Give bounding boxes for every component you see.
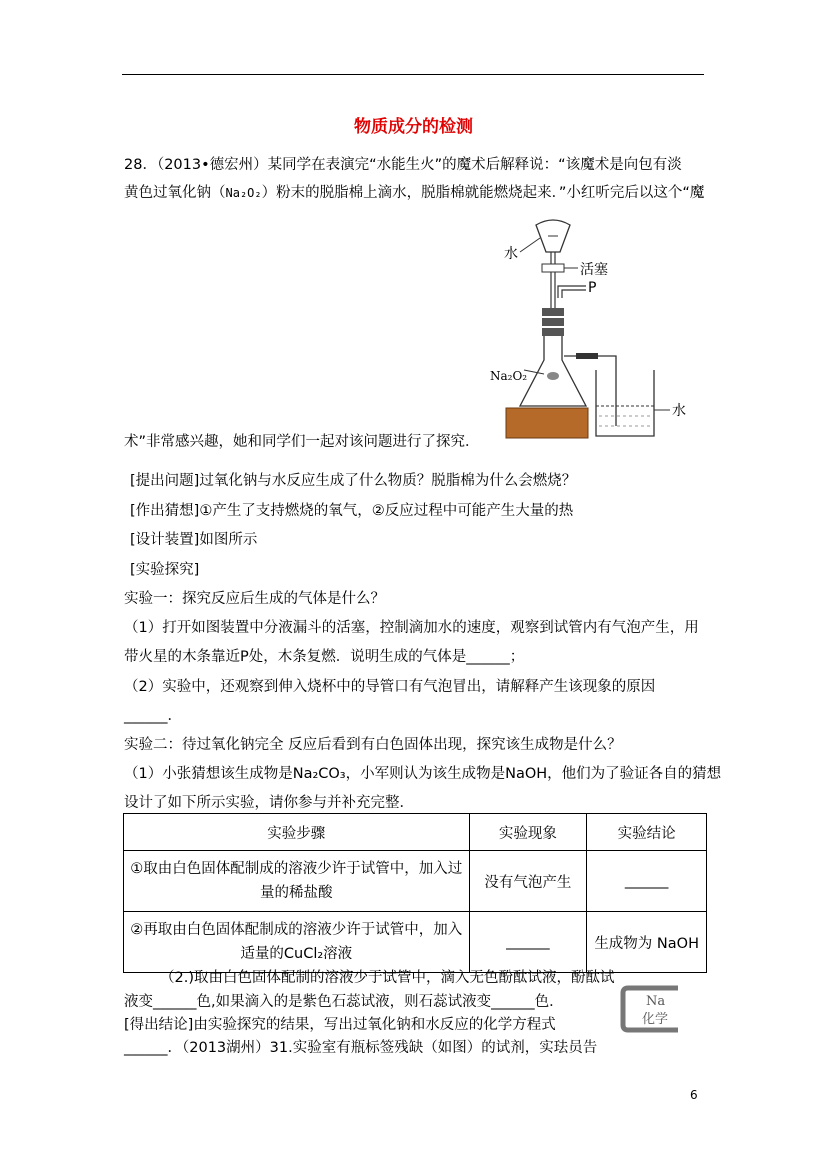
label-na2o2: Na₂O₂ [490, 369, 528, 383]
wooden-block [506, 408, 588, 438]
intro-line-3: 术”非常感兴趣，她和同学们一起对该问题进行了探究． [124, 434, 480, 450]
chemistry-logo [620, 985, 684, 1033]
label-water-top: 水 [504, 246, 518, 262]
exp2-part1-line-a: （1）小张猜想该生成物是Na₂CO₃，小军则认为该生成物是NaOH，他们为了验证各自的猜想 [124, 766, 722, 782]
hypothesis-line: [作出猜想]①产生了支持燃烧的氧气，②反应过程中可能产生大量的热 [130, 503, 574, 519]
tail-line-1: （2.)取由白色固体配制的溶液少于试管中，滴入无色酚酞试液，酚酞试 [160, 970, 615, 986]
page-number: 6 [690, 1088, 698, 1102]
conclusion-cell: 生成物为 NaOH [587, 912, 707, 973]
table-header-row [124, 814, 707, 851]
exp1-part2-line-a: （2）实验中，还观察到伸入烧杯中的导管口有气泡冒出，请解释产生该现象的原因 [124, 679, 656, 695]
table-row [124, 912, 707, 973]
question-line: [提出问题]过氧化钠与水反应生成了什么物质？脱脂棉为什么会燃烧？ [130, 473, 577, 489]
step-cell: ①取由白色固体配制成的溶液少许于试管中，加入过 量的稀盐酸 [124, 851, 470, 912]
design-line: [设计装置]如图所示 [130, 532, 258, 548]
explore-line: [实验探究] [130, 562, 200, 578]
step-cell: ②再取由白色固体配制成的溶液少许于试管中，加入 适量的CuCl₂溶液 [124, 912, 470, 973]
valve [542, 264, 564, 272]
apparatus-diagram [490, 210, 698, 440]
header-step: 实验步骤 [124, 814, 470, 851]
page-title: 物质成分的检测 [354, 117, 473, 137]
exp2-part1-line-b: 设计了如下所示实验，请你参与并补充完整． [124, 795, 414, 811]
exp1-line: 实验一：探究反应后生成的气体是什么？ [124, 591, 385, 607]
svg-text:化学: 化学 [642, 1012, 669, 1027]
svg-text:Na: Na [646, 994, 666, 1009]
exp1-part2-line-b: ______． [124, 708, 182, 724]
header-phenomenon: 实验现象 [469, 814, 587, 851]
tail-line-2: 液变______色,如果滴入的是紫色石蕊试液，则石蕊试液变______色． [124, 994, 564, 1010]
label-p: P [588, 280, 597, 296]
intro-line-1: 28．（2013•德宏州）某同学在表演完“水能生火”的魔术后解释说：“该魔术是向包有淡 [124, 157, 682, 173]
conclusion-blank: ______ [587, 851, 707, 912]
phenomenon-cell: 没有气泡产生 [469, 851, 587, 912]
intro-line-2: 黄色过氧化钠（Na₂O₂）粉末的脱脂棉上滴水，脱脂棉就能燃烧起来．”小红听完后以这个“魔 [124, 185, 705, 201]
tail-line-4: ______．（2013湖州）31.实验室有瓶标签残缺（如图）的试剂，实珐员告 [124, 1040, 598, 1056]
exp2-line: 实验二：待过氧化钠完全 反应后看到有白色固体出现，探究该生成物是什么？ [124, 737, 622, 753]
exp1-part1-line-a: （1）打开如图装置中分液漏斗的活塞，控制滴加水的速度，观察到试管内有气泡产生，用 [124, 620, 699, 636]
label-valve: 活塞 [580, 262, 608, 278]
header-rule [122, 74, 704, 75]
label-water-beaker: 水 [672, 403, 686, 419]
experiment-table [123, 813, 707, 973]
header-conclusion: 实验结论 [587, 814, 707, 851]
formula-na2o2: Na₂O₂ [225, 186, 262, 200]
phenomenon-blank: ______ [469, 912, 587, 973]
tail-line-3: [得出结论]由实验探究的结果，写出过氧化钠和水反应的化学方程式 [124, 1017, 556, 1033]
exp1-part1-line-b: 带火星的木条靠近P处，木条复燃．说明生成的气体是______； [124, 649, 525, 665]
table-row [124, 851, 707, 912]
